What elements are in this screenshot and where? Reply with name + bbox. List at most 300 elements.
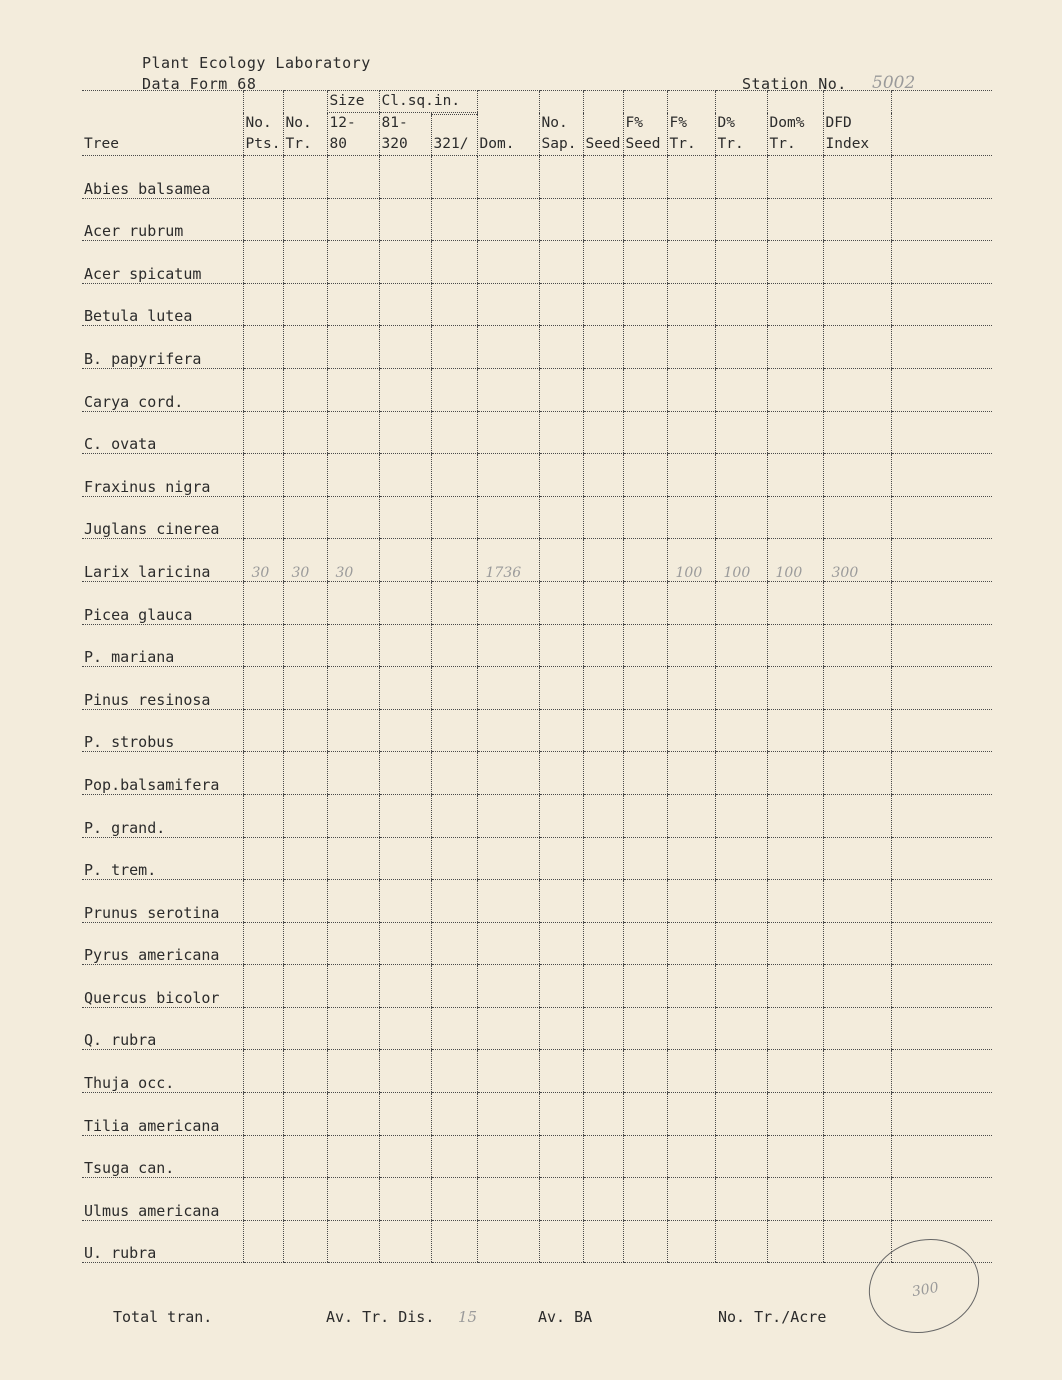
cell-d-tr: [715, 283, 767, 326]
cell-seed: [583, 1093, 623, 1136]
cell-s321: [431, 156, 477, 199]
tree-species-name: P. strobus: [82, 709, 243, 752]
table-row: [82, 496, 992, 539]
cell-d-tr: [715, 1093, 767, 1136]
cell-no-tr: [283, 709, 327, 752]
cell-no-sap: [539, 922, 583, 965]
cell-f-seed: [623, 1135, 667, 1178]
col-f-tr: F% Tr.: [667, 91, 715, 156]
table-row: [82, 1050, 992, 1093]
cell-no-sap: [539, 1007, 583, 1050]
lab-title: Plant Ecology Laboratory: [142, 54, 371, 72]
cell-dom: [477, 283, 539, 326]
cell-d-tr: [715, 624, 767, 667]
tree-species-name: Betula lutea: [82, 283, 243, 326]
cell-f-tr: [667, 752, 715, 795]
cell-dfd: [823, 581, 891, 624]
cell-s12: [327, 581, 379, 624]
cell-f-tr: [667, 1007, 715, 1050]
cell-extra: [891, 752, 992, 795]
cell-no-sap: [539, 1220, 583, 1263]
cell-no-tr: [283, 198, 327, 241]
cell-s321: [431, 624, 477, 667]
cell-seed: [583, 156, 623, 199]
cell-no-tr: [283, 283, 327, 326]
tree-species-name: Acer spicatum: [82, 241, 243, 284]
av-tr-dis-value: 15: [458, 1308, 478, 1326]
cell-f-tr: [667, 1178, 715, 1221]
cell-dom: [477, 241, 539, 284]
tree-species-name: Abies balsamea: [82, 156, 243, 199]
cell-no-sap: [539, 156, 583, 199]
cell-no-pts: [243, 198, 283, 241]
cell-d-tr: [715, 1178, 767, 1221]
cell-s321: [431, 283, 477, 326]
tree-species-name: Pop.balsamifera: [82, 752, 243, 795]
col-no-sap: No. Sap.: [539, 91, 583, 156]
cell-no-tr: [283, 496, 327, 539]
cell-f-seed: [623, 880, 667, 923]
cell-f-seed: [623, 156, 667, 199]
total-tran-label: Total tran.: [113, 1308, 213, 1326]
cell-f-tr: [667, 283, 715, 326]
cell-s321: [431, 1007, 477, 1050]
cell-no-sap: [539, 1135, 583, 1178]
cell-dom: [477, 624, 539, 667]
cell-seed: [583, 1220, 623, 1263]
cell-s321: [431, 1050, 477, 1093]
cell-s81: [379, 283, 431, 326]
cell-s321: [431, 581, 477, 624]
cell-s12: [327, 922, 379, 965]
cell-s321: [431, 794, 477, 837]
tree-species-name: P. grand.: [82, 794, 243, 837]
tree-species-name: Quercus bicolor: [82, 965, 243, 1008]
cell-s81: [379, 880, 431, 923]
tree-species-name: Acer rubrum: [82, 198, 243, 241]
cell-no-tr: [283, 922, 327, 965]
cell-no-sap: [539, 965, 583, 1008]
cell-extra: [891, 922, 992, 965]
cell-s12: [327, 1007, 379, 1050]
cell-dom: [477, 752, 539, 795]
cell-s81: [379, 667, 431, 710]
cell-s81: [379, 539, 431, 582]
cell-f-tr: [667, 624, 715, 667]
cell-f-seed: [623, 581, 667, 624]
cell-dom: [477, 1135, 539, 1178]
table-row: [82, 965, 992, 1008]
cell-d-tr: [715, 922, 767, 965]
col-f-seed: F% Seed: [623, 91, 667, 156]
cell-dom-tr: [767, 794, 823, 837]
cell-s81: [379, 794, 431, 837]
cell-dom-tr: 100: [767, 539, 823, 582]
cell-no-pts: [243, 241, 283, 284]
cell-s81: [379, 752, 431, 795]
cell-s81: [379, 1220, 431, 1263]
table-row: [82, 1135, 992, 1178]
cell-extra: [891, 667, 992, 710]
cell-s12: [327, 1178, 379, 1221]
cell-s12: [327, 156, 379, 199]
cell-extra: [891, 581, 992, 624]
cell-no-pts: [243, 922, 283, 965]
cell-d-tr: [715, 752, 767, 795]
cell-extra: [891, 880, 992, 923]
cell-f-seed: [623, 752, 667, 795]
cell-f-tr: [667, 667, 715, 710]
table-row: [82, 922, 992, 965]
table-row: [82, 411, 992, 454]
col-size-label: Size: [327, 91, 379, 113]
cell-s321: [431, 1093, 477, 1136]
cell-no-tr: [283, 454, 327, 497]
cell-f-seed: [623, 1050, 667, 1093]
cell-dom-tr: [767, 241, 823, 284]
col-size-12-80: 12- 80: [327, 113, 379, 156]
cell-no-pts: [243, 1007, 283, 1050]
cell-s321: [431, 709, 477, 752]
cell-no-pts: [243, 326, 283, 369]
cell-dom: [477, 709, 539, 752]
cell-f-tr: [667, 411, 715, 454]
cell-dom: [477, 1093, 539, 1136]
tree-species-name: U. rubra: [82, 1220, 243, 1263]
cell-no-pts: [243, 837, 283, 880]
cell-dom-tr: [767, 1093, 823, 1136]
cell-dom-tr: [767, 454, 823, 497]
cell-dom: 1736: [477, 539, 539, 582]
cell-dom-tr: [767, 922, 823, 965]
cell-s12: [327, 1050, 379, 1093]
cell-f-seed: [623, 283, 667, 326]
col-tree: Tree: [82, 91, 243, 156]
cell-s12: [327, 1135, 379, 1178]
cell-seed: [583, 965, 623, 1008]
table-row: [82, 198, 992, 241]
table-row: [82, 1220, 992, 1263]
cell-dfd: [823, 368, 891, 411]
cell-s81: [379, 241, 431, 284]
cell-dom-tr: [767, 368, 823, 411]
cell-s12: [327, 752, 379, 795]
cell-dom: [477, 922, 539, 965]
cell-f-tr: [667, 1093, 715, 1136]
cell-f-tr: [667, 496, 715, 539]
cell-dom-tr: [767, 624, 823, 667]
tree-species-name: P. mariana: [82, 624, 243, 667]
cell-dom-tr: [767, 1178, 823, 1221]
cell-s81: [379, 1093, 431, 1136]
cell-f-seed: [623, 454, 667, 497]
cell-extra: [891, 496, 992, 539]
cell-dfd: [823, 198, 891, 241]
cell-d-tr: [715, 581, 767, 624]
cell-extra: [891, 326, 992, 369]
cell-f-tr: [667, 709, 715, 752]
cell-seed: [583, 667, 623, 710]
cell-seed: [583, 922, 623, 965]
cell-no-sap: [539, 283, 583, 326]
cell-s81: [379, 1135, 431, 1178]
cell-dom-tr: [767, 1050, 823, 1093]
table-row: [82, 241, 992, 284]
tree-species-name: Pyrus americana: [82, 922, 243, 965]
cell-no-tr: [283, 241, 327, 284]
form-number: Data Form 68: [142, 75, 257, 93]
cell-d-tr: [715, 837, 767, 880]
col-dfd-index: DFD Index: [823, 91, 891, 156]
cell-no-pts: [243, 667, 283, 710]
cell-dom-tr: [767, 667, 823, 710]
cell-dom: [477, 1220, 539, 1263]
cell-seed: [583, 241, 623, 284]
cell-no-sap: [539, 624, 583, 667]
tree-species-name: Ulmus americana: [82, 1178, 243, 1221]
cell-dfd: [823, 880, 891, 923]
table-row: [82, 454, 992, 497]
table-row: [82, 368, 992, 411]
cell-d-tr: [715, 156, 767, 199]
cell-s321: [431, 837, 477, 880]
tree-rows: [82, 156, 992, 1263]
cell-f-tr: [667, 156, 715, 199]
tree-species-name: C. ovata: [82, 411, 243, 454]
cell-no-pts: [243, 1093, 283, 1136]
cell-no-tr: [283, 624, 327, 667]
cell-seed: [583, 368, 623, 411]
cell-extra: [891, 1007, 992, 1050]
cell-no-pts: [243, 411, 283, 454]
cell-f-seed: [623, 965, 667, 1008]
cell-no-sap: [539, 496, 583, 539]
cell-s81: [379, 1050, 431, 1093]
cell-f-seed: [623, 709, 667, 752]
cell-dfd: [823, 752, 891, 795]
cell-dfd: [823, 1093, 891, 1136]
table-row: [82, 667, 992, 710]
cell-s12: [327, 794, 379, 837]
cell-dfd: [823, 709, 891, 752]
av-ba-label: Av. BA: [538, 1308, 593, 1326]
cell-d-tr: [715, 1007, 767, 1050]
cell-seed: [583, 198, 623, 241]
cell-d-tr: 100: [715, 539, 767, 582]
cell-s81: [379, 709, 431, 752]
cell-dom-tr: [767, 581, 823, 624]
cell-extra: [891, 454, 992, 497]
cell-s12: [327, 1220, 379, 1263]
cell-s321: [431, 241, 477, 284]
cell-f-tr: [667, 581, 715, 624]
cell-no-tr: [283, 667, 327, 710]
cell-dom: [477, 156, 539, 199]
cell-s12: [327, 454, 379, 497]
cell-no-pts: [243, 794, 283, 837]
cell-dom: [477, 794, 539, 837]
table-row: [82, 539, 992, 582]
cell-s321: [431, 1220, 477, 1263]
cell-seed: [583, 1178, 623, 1221]
cell-d-tr: [715, 794, 767, 837]
cell-s12: [327, 496, 379, 539]
cell-no-tr: [283, 1135, 327, 1178]
col-size-321: 321/: [431, 114, 477, 155]
cell-seed: [583, 1007, 623, 1050]
cell-dfd: [823, 922, 891, 965]
cell-dfd: [823, 1007, 891, 1050]
cell-seed: [583, 283, 623, 326]
cell-extra: [891, 1178, 992, 1221]
cell-s12: [327, 411, 379, 454]
cell-s12: [327, 241, 379, 284]
cell-f-seed: [623, 1178, 667, 1221]
cell-extra: [891, 241, 992, 284]
cell-s321: [431, 326, 477, 369]
cell-no-sap: [539, 880, 583, 923]
tree-species-name: Pinus resinosa: [82, 667, 243, 710]
cell-dfd: 300: [823, 539, 891, 582]
table-row: [82, 1007, 992, 1050]
cell-seed: [583, 326, 623, 369]
cell-s12: 30: [327, 539, 379, 582]
cell-dfd: [823, 1220, 891, 1263]
col-no-tr: No. Tr.: [283, 91, 327, 156]
cell-f-seed: [623, 368, 667, 411]
cell-s81: [379, 454, 431, 497]
cell-s81: [379, 581, 431, 624]
cell-no-tr: [283, 880, 327, 923]
cell-extra: [891, 709, 992, 752]
cell-no-tr: [283, 752, 327, 795]
cell-no-tr: [283, 411, 327, 454]
cell-s12: [327, 667, 379, 710]
cell-no-tr: [283, 156, 327, 199]
cell-s12: [327, 880, 379, 923]
cell-seed: [583, 454, 623, 497]
cell-extra: [891, 1093, 992, 1136]
cell-seed: [583, 794, 623, 837]
cell-d-tr: [715, 1135, 767, 1178]
cell-no-sap: [539, 198, 583, 241]
cell-f-tr: [667, 1135, 715, 1178]
cell-seed: [583, 581, 623, 624]
cell-d-tr: [715, 965, 767, 1008]
cell-no-tr: [283, 837, 327, 880]
cell-f-seed: [623, 1220, 667, 1263]
cell-f-seed: [623, 1093, 667, 1136]
cell-no-tr: [283, 581, 327, 624]
cell-no-pts: [243, 156, 283, 199]
cell-dom-tr: [767, 156, 823, 199]
cell-f-tr: [667, 368, 715, 411]
cell-s321: [431, 539, 477, 582]
cell-f-seed: [623, 667, 667, 710]
cell-s321: [431, 1178, 477, 1221]
cell-extra: [891, 156, 992, 199]
cell-d-tr: [715, 454, 767, 497]
cell-seed: [583, 880, 623, 923]
cell-s81: [379, 837, 431, 880]
cell-dom-tr: [767, 198, 823, 241]
cell-no-tr: [283, 1220, 327, 1263]
cell-no-sap: [539, 1093, 583, 1136]
cell-f-tr: [667, 1220, 715, 1263]
cell-f-seed: [623, 1007, 667, 1050]
table-row: [82, 837, 992, 880]
cell-no-pts: [243, 1220, 283, 1263]
cell-s12: [327, 198, 379, 241]
cell-s81: [379, 496, 431, 539]
cell-extra: [891, 368, 992, 411]
cell-dfd: [823, 624, 891, 667]
cell-s12: [327, 624, 379, 667]
cell-s321: [431, 752, 477, 795]
tree-species-name: Thuja occ.: [82, 1050, 243, 1093]
table-row: [82, 752, 992, 795]
table-row: [82, 1093, 992, 1136]
cell-d-tr: [715, 198, 767, 241]
cell-dom-tr: [767, 1220, 823, 1263]
cell-no-tr: 30: [283, 539, 327, 582]
cell-f-seed: [623, 837, 667, 880]
cell-d-tr: [715, 411, 767, 454]
cell-s321: [431, 411, 477, 454]
station-number-value: 5002: [872, 73, 916, 93]
cell-dfd: [823, 496, 891, 539]
tree-species-name: P. trem.: [82, 837, 243, 880]
cell-dfd: [823, 794, 891, 837]
tree-species-name: Fraxinus nigra: [82, 454, 243, 497]
tree-species-name: Prunus serotina: [82, 880, 243, 923]
cell-dom: [477, 326, 539, 369]
circled-total-value: 300: [910, 1279, 940, 1301]
cell-no-tr: [283, 1093, 327, 1136]
av-tr-dis-label: Av. Tr. Dis.: [326, 1308, 435, 1326]
cell-dom: [477, 965, 539, 1008]
cell-s12: [327, 326, 379, 369]
cell-dom: [477, 1178, 539, 1221]
cell-dfd: [823, 411, 891, 454]
cell-dfd: [823, 1050, 891, 1093]
cell-no-sap: [539, 667, 583, 710]
col-seed: Seed: [583, 91, 623, 156]
cell-s81: [379, 965, 431, 1008]
cell-dom-tr: [767, 496, 823, 539]
cell-extra: [891, 411, 992, 454]
cell-f-seed: [623, 624, 667, 667]
cell-s321: [431, 1135, 477, 1178]
cell-dfd: [823, 454, 891, 497]
cell-s12: [327, 368, 379, 411]
cell-d-tr: [715, 709, 767, 752]
cell-s81: [379, 1007, 431, 1050]
cell-dom-tr: [767, 965, 823, 1008]
cell-dom: [477, 1050, 539, 1093]
cell-extra: [891, 624, 992, 667]
cell-no-sap: [539, 837, 583, 880]
tree-species-name: B. papyrifera: [82, 326, 243, 369]
cell-s81: [379, 922, 431, 965]
cell-seed: [583, 624, 623, 667]
cell-s321: [431, 880, 477, 923]
no-tr-acre-label: No. Tr./Acre: [718, 1308, 827, 1326]
col-d-tr: D% Tr.: [715, 91, 767, 156]
cell-f-seed: [623, 496, 667, 539]
cell-no-pts: [243, 1135, 283, 1178]
cell-seed: [583, 709, 623, 752]
